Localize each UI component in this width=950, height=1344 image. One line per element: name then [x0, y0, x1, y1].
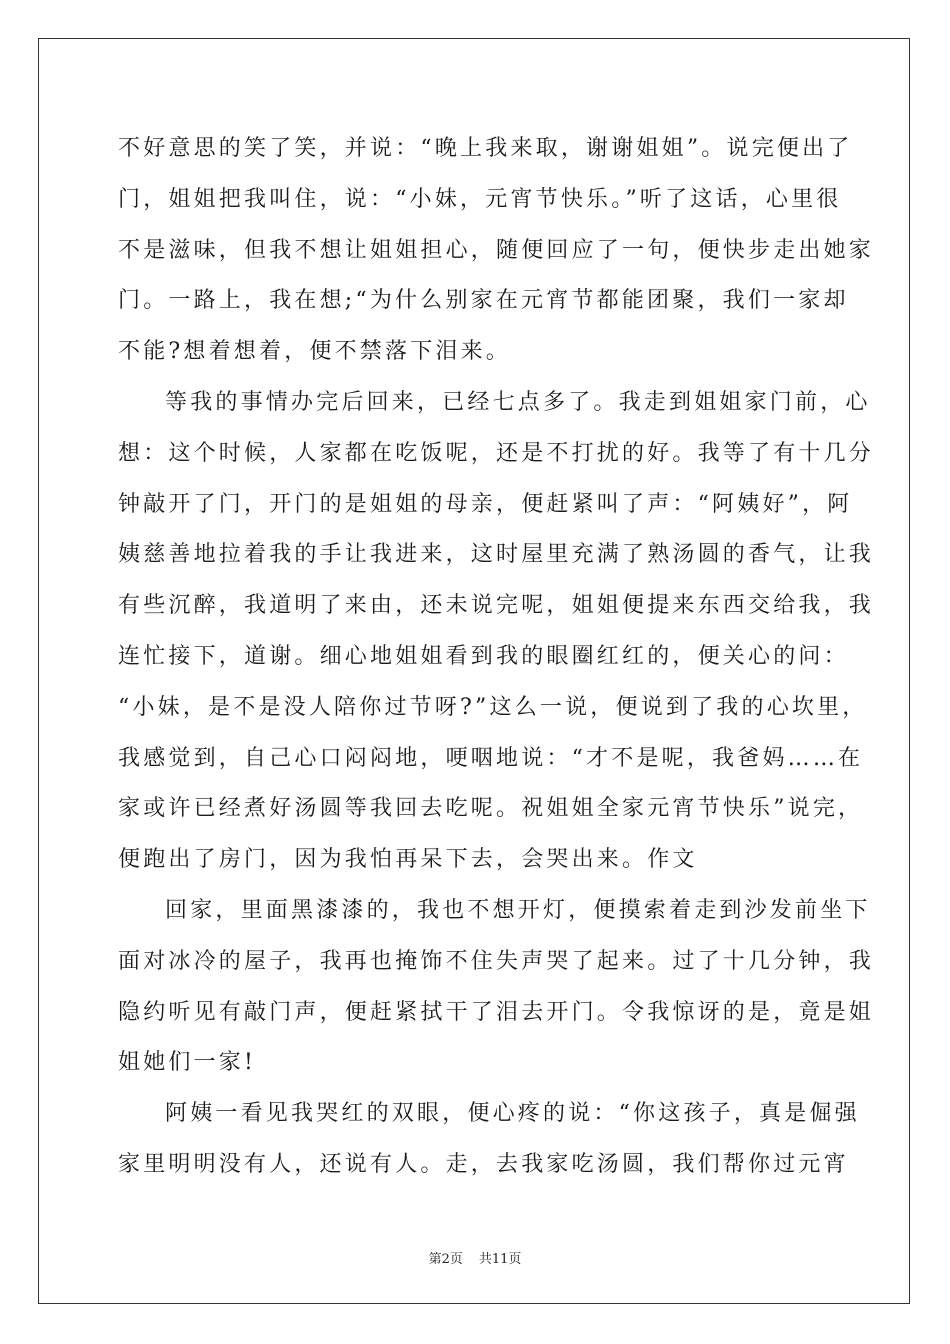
text-line: 门，姐姐把我叫住，说：“小妹，元宵节快乐。”听了这话，心里很 — [118, 186, 842, 212]
paragraph-first-line: 阿姨一看见我哭红的双眼，便心疼的说：“你这孩子，真是倔强 — [165, 1101, 860, 1127]
text-line: 门。一路上，我在想;“为什么别家在元宵节都能团聚，我们一家却 — [118, 288, 849, 314]
document-body — [118, 124, 875, 1191]
text-line: 我感觉到，自己心口闷闷地，哽咽地说：“才不是呢，我爸妈……在 — [118, 745, 864, 771]
text-line: 姐她们一家! — [118, 1050, 257, 1076]
text-line: “小妹，是不是没人陪你过节呀?”这么一说，便说到了我的心坎里， — [118, 694, 868, 720]
text-line: 不能?想着想着，便不禁落下泪来。 — [118, 339, 511, 365]
text-line: 家里明明没有人，还说有人。走，去我家吃汤圆，我们帮你过元宵 — [118, 1151, 849, 1177]
paragraph-first-line: 等我的事情办完后回来，已经七点多了。我走到姐姐家门前，心 — [165, 389, 871, 415]
text-line: 连忙接下，道谢。细心地姐姐看到我的眼圈红红的，便关心的问： — [118, 643, 849, 669]
text-line: 有些沉醉，我道明了来由，还未说完呢，姐姐便提来东西交给我，我 — [118, 593, 875, 619]
text-line: 不好意思的笑了笑，并说：“晚上我来取，谢谢姐姐”。说完便出了 — [118, 136, 853, 161]
text-line: 不是滋味，但我不想让姐姐担心，随便回应了一句，便快步走出她家 — [118, 237, 875, 263]
text-line: 面对冰冷的屋子，我再也掩饰不住失声哭了起来。过了十几分钟，我 — [118, 948, 875, 974]
page-total: 共11页 — [478, 1252, 522, 1267]
text-line: 姨慈善地拉着我的手让我进来，这时屋里充满了熟汤圆的香气，让我 — [118, 542, 875, 568]
text-line: 家或许已经煮好汤圆等我回去吃呢。祝姐姐全家元宵节快乐”说完， — [118, 796, 864, 822]
page-footer — [0, 1248, 950, 1267]
text-line: 便跑出了房门，因为我怕再呆下去，会哭出来。作文 — [118, 847, 698, 873]
text-line: 隐约听见有敲门声，便赶紧拭干了泪去开门。令我惊讶的是，竟是姐 — [118, 999, 875, 1025]
page-number: 第2页 — [428, 1252, 463, 1267]
text-line: 钟敲开了门，开门的是姐姐的母亲，便赶紧叫了声：“阿姨好”，阿 — [118, 491, 853, 517]
text-line: 想：这个时候，人家都在吃饭呢，还是不打扰的好。我等了有十几分 — [118, 440, 875, 466]
paragraph-first-line: 回家，里面黑漆漆的，我也不想开灯，便摸索着走到沙发前坐下 — [165, 897, 871, 923]
